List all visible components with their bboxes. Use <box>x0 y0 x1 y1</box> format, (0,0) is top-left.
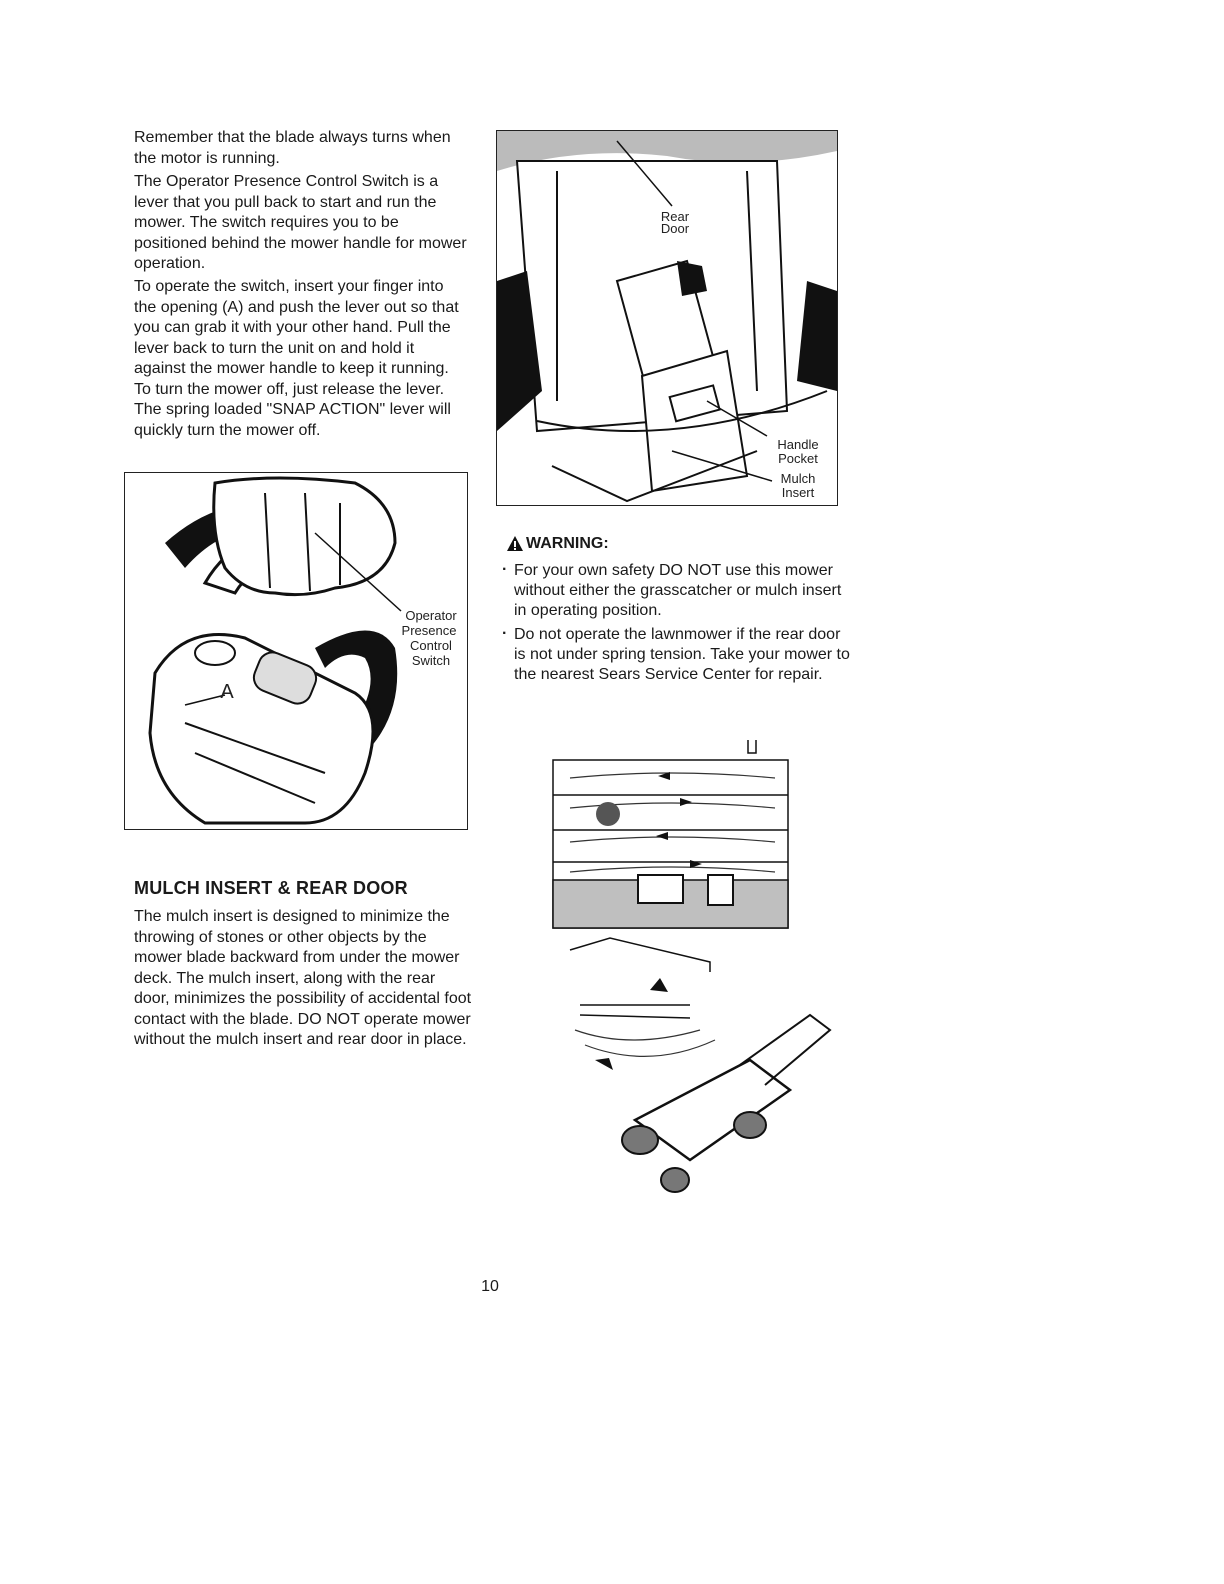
page-number: 10 <box>481 1278 499 1295</box>
callout-mulch: Mulch <box>780 471 816 486</box>
callout-pocket: Pocket <box>778 451 818 466</box>
callout-presence: Presence <box>401 623 457 638</box>
switch-illustration <box>124 472 468 830</box>
intro-paragraph-switch: The Operator Presence Control Switch is a lever that you pull back to start and run the mower. The switch requires you to be positioned behind the mower handle for mower operation. <box>134 173 467 272</box>
intro-paragraph-operate: To operate the switch, insert your finger into the opening (A) and push the lever out so that you can grab it with your other hand. Pull the lever back to turn the unit on and hold it against the mower handle to keep it running. To turn the mower off, just release the lever. The spring loaded "SNAP ACTION" lever will quickly turn the mower off. <box>134 278 459 439</box>
callout-insert: Insert <box>781 485 815 500</box>
callout-control: Control <box>410 638 452 653</box>
warning-list <box>500 561 850 689</box>
callout-door: Door <box>660 221 690 236</box>
mulch-section-heading: MULCH INSERT & REAR DOOR <box>134 878 408 898</box>
label-a: A <box>220 681 234 703</box>
intro-paragraph-blade: Remember that the blade always turns when the motor is running. <box>134 129 451 167</box>
warning-triangle-icon <box>506 535 524 553</box>
mulch-section-body: The mulch insert is designed to minimize the throwing of stones or other objects by the mower blade backward from under the mower deck. The mulch insert, along with the rear door, minimizes the possibility of accidental foot contact with the blade. DO NOT operate mower without the mulch insert and rear door in place. <box>134 908 472 1048</box>
callout-operator: Operator <box>405 608 457 623</box>
callout-switch: Switch <box>411 653 451 668</box>
warning-item: · Do not operate the lawnmower if the rear door is not under spring tension. Take your mower to the nearest Sears Service Center for repair. <box>500 625 850 685</box>
callout-rear: Rear <box>660 209 690 224</box>
callout-handle: Handle <box>777 437 819 452</box>
warning-heading <box>506 535 609 553</box>
warning-title: WARNING: <box>526 535 609 552</box>
warning-item: · For your own safety DO NOT use this mower without either the grasscatcher or mulch insert in operating position. <box>500 561 850 621</box>
mowing-pattern-illustration <box>550 740 850 1200</box>
rear-door-illustration <box>496 130 838 506</box>
mowing-pattern-drawing <box>550 740 850 1200</box>
